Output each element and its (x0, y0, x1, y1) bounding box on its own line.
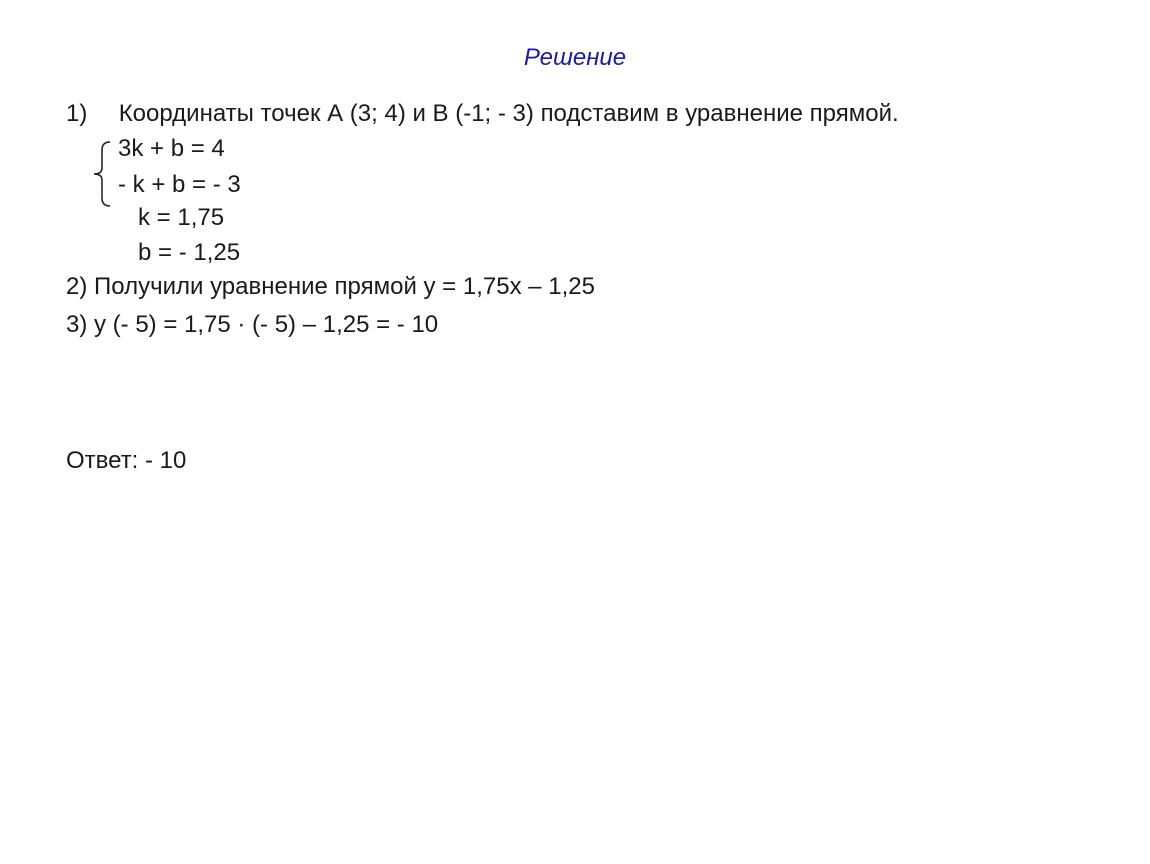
step-3-line: 3) у (- 5) = 1,75 · (- 5) – 1,25 = - 10 (66, 311, 439, 338)
step-1-text: Координаты точек А (3; 4) и В (-1; - 3) подставим в уравнение прямой. (118, 100, 899, 127)
result-k: k = 1,75 (138, 204, 225, 231)
step-1-line (66, 99, 899, 129)
answer-line: Ответ: - 10 (66, 447, 187, 474)
step-2-line: 2) Получили уравнение прямой у = 1,75х – 1,25 (66, 273, 595, 300)
result-b: b = - 1,25 (138, 239, 241, 266)
page-title: Решение (523, 44, 627, 71)
system-equation-2: - k + b = - 3 (118, 171, 241, 198)
system-brace (88, 140, 112, 208)
system-equation-1: 3k + b = 4 (118, 135, 225, 162)
step-1-number: 1) (66, 100, 88, 127)
